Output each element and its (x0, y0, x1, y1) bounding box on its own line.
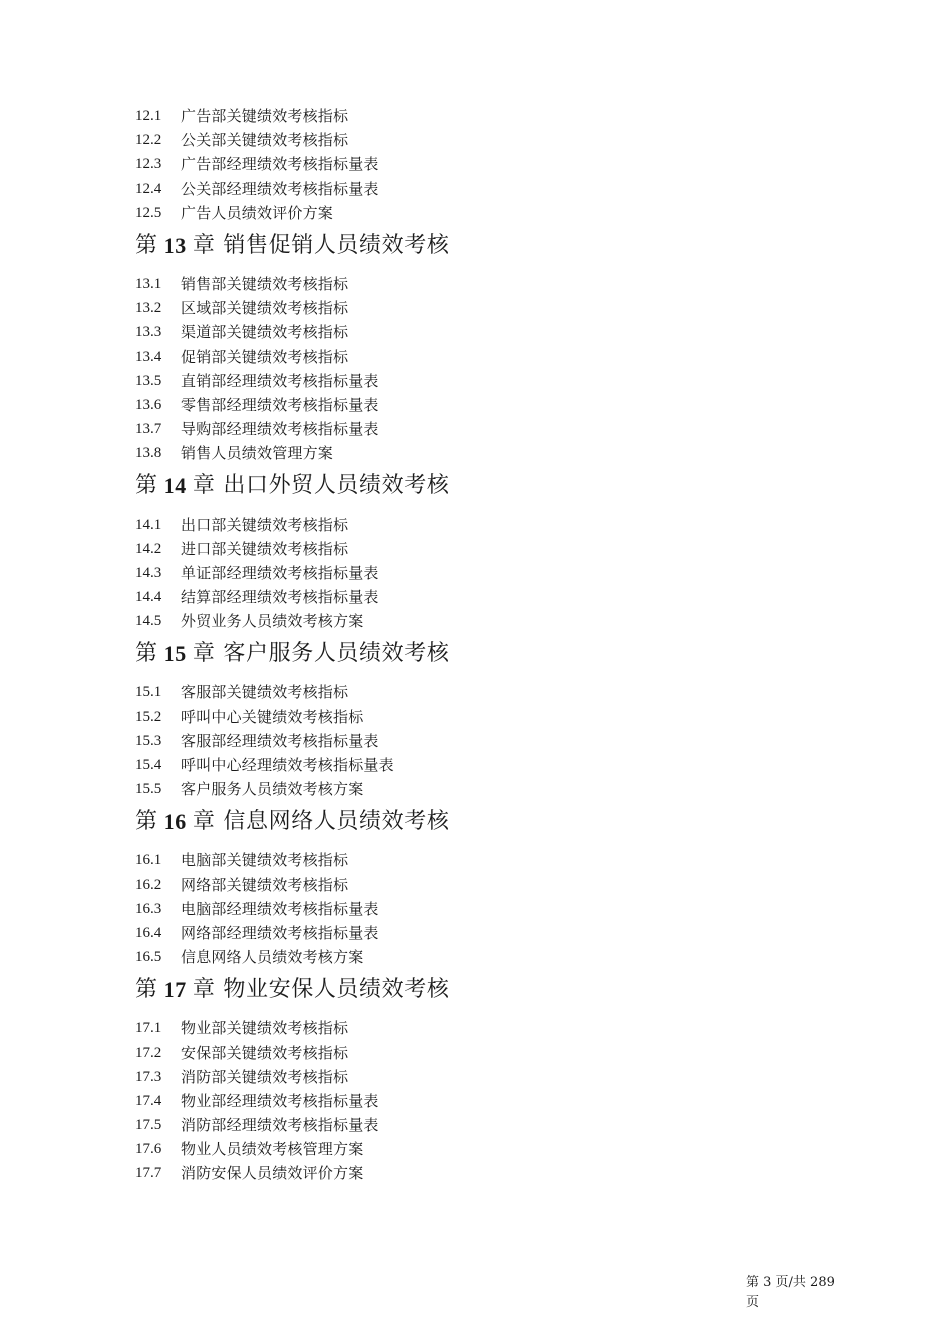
toc-entry (135, 561, 835, 585)
chapter-suffix: 章 (192, 641, 216, 667)
entry-title: 消防部经理绩效考核指标量表 (181, 1116, 379, 1135)
entry-number: 17.4 (135, 1092, 162, 1109)
page-footer (746, 1273, 836, 1313)
chapter-prefix: 第 (135, 809, 158, 835)
entry-title: 区域部关键绩效考核指标 (181, 299, 349, 318)
chapter-prefix: 第 (135, 232, 158, 258)
toc-entry (135, 512, 835, 536)
chapter-title: 信息网络人员绩效考核 (223, 809, 450, 835)
entry-title: 结算部经理绩效考核指标量表 (181, 588, 379, 607)
entry-title: 电脑部关键绩效考核指标 (181, 851, 349, 870)
entry-number: 13.4 (135, 348, 162, 365)
entry-title: 直销部经理绩效考核指标量表 (181, 371, 379, 390)
entry-number: 14.4 (135, 589, 162, 606)
chapter-heading (135, 637, 835, 671)
chapter-num: 16 (163, 809, 187, 835)
entry-title: 客服部经理绩效考核指标量表 (181, 731, 379, 750)
toc-entry (135, 1137, 835, 1161)
entry-number: 13.6 (135, 396, 162, 413)
entry-number: 17.6 (135, 1141, 162, 1158)
toc-entry (135, 296, 835, 320)
entry-number: 16.3 (135, 900, 162, 917)
toc-entry (135, 537, 835, 561)
toc-entry (135, 585, 835, 609)
entry-number: 17.2 (135, 1044, 162, 1061)
entry-title: 电脑部经理绩效考核指标量表 (181, 899, 379, 918)
chapter-num: 15 (163, 641, 187, 667)
entry-title: 消防安保人员绩效评价方案 (181, 1164, 364, 1183)
toc-entry (135, 609, 835, 633)
toc-entry (135, 1161, 835, 1185)
entry-number: 16.5 (135, 949, 162, 966)
chapter-suffix: 章 (192, 977, 216, 1003)
chapter-suffix: 章 (192, 232, 216, 258)
entry-title: 单证部经理绩效考核指标量表 (181, 563, 379, 582)
toc-entry (135, 345, 835, 369)
chapter-heading (135, 229, 835, 263)
entry-title: 物业部经理绩效考核指标量表 (181, 1091, 379, 1110)
entry-title: 进口部关键绩效考核指标 (181, 539, 349, 558)
entry-title: 信息网络人员绩效考核方案 (181, 948, 364, 967)
entry-number: 15.3 (135, 732, 162, 749)
entry-number: 16.4 (135, 924, 162, 941)
chapter-heading (135, 973, 835, 1007)
entry-number: 14.5 (135, 613, 162, 630)
toc-entry (135, 777, 835, 801)
entry-number: 13.8 (135, 445, 162, 462)
page-number-continued: 页 (746, 1295, 760, 1310)
toc-entry (135, 1089, 835, 1113)
chapter-heading (135, 469, 835, 503)
toc-entry (135, 1113, 835, 1137)
entry-title: 网络部关键绩效考核指标 (181, 875, 349, 894)
entry-title: 广告人员绩效评价方案 (181, 203, 334, 222)
chapter-title: 物业安保人员绩效考核 (223, 977, 450, 1003)
toc-entry (135, 320, 835, 344)
entry-number: 12.2 (135, 132, 162, 149)
entry-number: 16.1 (135, 852, 162, 869)
entry-number: 12.1 (135, 108, 162, 125)
entry-number: 13.1 (135, 276, 162, 293)
entry-title: 导购部经理绩效考核指标量表 (181, 420, 379, 439)
toc-entry (135, 104, 835, 128)
chapter-heading (135, 805, 835, 839)
entry-title: 公关部经理绩效考核指标量表 (181, 179, 379, 198)
toc-entry (135, 417, 835, 441)
toc-entry (135, 272, 835, 296)
toc-entry (135, 441, 835, 465)
toc-entry (135, 705, 835, 729)
toc-entry (135, 1016, 835, 1040)
entry-title: 渠道部关键绩效考核指标 (181, 323, 349, 342)
toc-entry (135, 897, 835, 921)
entry-title: 消防部关键绩效考核指标 (181, 1067, 349, 1086)
entry-title: 出口部关键绩效考核指标 (181, 515, 349, 534)
entry-number: 15.2 (135, 708, 162, 725)
toc-entry (135, 873, 835, 897)
entry-title: 客服部关键绩效考核指标 (181, 683, 349, 702)
entry-title: 网络部经理绩效考核指标量表 (181, 923, 379, 942)
entry-number: 15.1 (135, 684, 162, 701)
toc-entry (135, 945, 835, 969)
entry-title: 安保部关键绩效考核指标 (181, 1043, 349, 1062)
chapter-prefix: 第 (135, 473, 158, 499)
entry-number: 12.5 (135, 204, 162, 221)
entry-title: 呼叫中心关键绩效考核指标 (181, 707, 364, 726)
toc-entry (135, 1040, 835, 1064)
chapter-num: 13 (163, 232, 187, 258)
entry-title: 广告部经理绩效考核指标量表 (181, 155, 379, 174)
chapter-prefix: 第 (135, 641, 158, 667)
table-of-contents (135, 104, 835, 1186)
entry-number: 17.1 (135, 1020, 162, 1037)
entry-title: 物业人员绩效考核管理方案 (181, 1140, 364, 1159)
entry-number: 12.3 (135, 156, 162, 173)
entry-title: 呼叫中心经理绩效考核指标量表 (181, 756, 394, 775)
entry-number: 13.7 (135, 421, 162, 438)
entry-number: 14.1 (135, 516, 162, 533)
chapter-num: 14 (163, 473, 187, 499)
entry-number: 14.2 (135, 540, 162, 557)
chapter-prefix: 第 (135, 977, 158, 1003)
entry-title: 零售部经理绩效考核指标量表 (181, 395, 379, 414)
chapter-title: 出口外贸人员绩效考核 (223, 473, 450, 499)
entry-number: 15.4 (135, 757, 162, 774)
page-number: 第 3 页/共 289 (746, 1275, 835, 1290)
toc-entry (135, 201, 835, 225)
entry-title: 销售人员绩效管理方案 (181, 444, 334, 463)
toc-entry (135, 152, 835, 176)
toc-entry (135, 128, 835, 152)
toc-entry (135, 753, 835, 777)
entry-title: 促销部关键绩效考核指标 (181, 347, 349, 366)
toc-entry (135, 369, 835, 393)
entry-title: 物业部关键绩效考核指标 (181, 1019, 349, 1038)
entry-number: 13.3 (135, 324, 162, 341)
entry-number: 17.3 (135, 1068, 162, 1085)
toc-entry (135, 729, 835, 753)
toc-entry (135, 177, 835, 201)
entry-title: 销售部关键绩效考核指标 (181, 275, 349, 294)
chapter-title: 客户服务人员绩效考核 (223, 641, 450, 667)
entry-number: 13.5 (135, 372, 162, 389)
toc-entry (135, 1065, 835, 1089)
chapter-num: 17 (163, 977, 187, 1003)
toc-entry (135, 848, 835, 872)
chapter-title: 销售促销人员绩效考核 (223, 232, 450, 258)
chapter-suffix: 章 (192, 473, 216, 499)
entry-title: 外贸业务人员绩效考核方案 (181, 612, 364, 631)
entry-title: 广告部关键绩效考核指标 (181, 107, 349, 126)
entry-title: 公关部关键绩效考核指标 (181, 131, 349, 150)
chapter-suffix: 章 (192, 809, 216, 835)
entry-number: 15.5 (135, 781, 162, 798)
entry-title: 客户服务人员绩效考核方案 (181, 780, 364, 799)
toc-entry (135, 680, 835, 704)
entry-number: 17.7 (135, 1165, 162, 1182)
toc-entry (135, 393, 835, 417)
entry-number: 12.4 (135, 180, 162, 197)
entry-number: 16.2 (135, 876, 162, 893)
entry-number: 13.2 (135, 300, 162, 317)
entry-number: 17.5 (135, 1117, 162, 1134)
entry-number: 14.3 (135, 564, 162, 581)
toc-entry (135, 921, 835, 945)
